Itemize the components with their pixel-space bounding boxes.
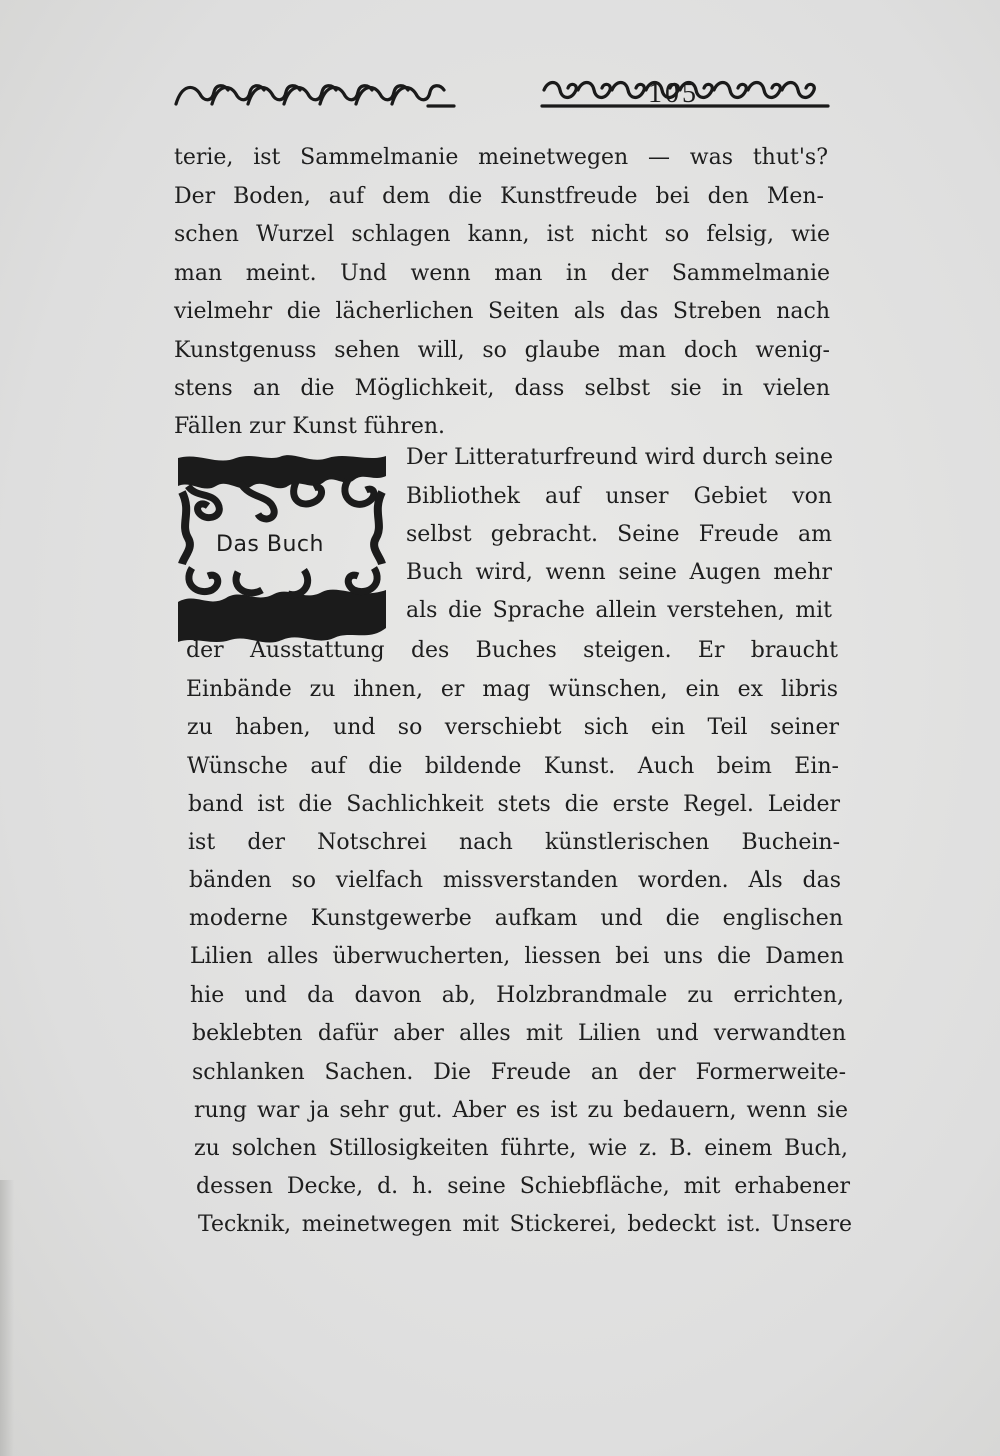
text-line: ist der Notschrei nach künstlerischen Buchein- xyxy=(188,830,840,855)
text-line: Kunstgenuss sehen will, so glaube man doch wenig- xyxy=(174,338,830,363)
right-ornament-border xyxy=(540,76,832,112)
text-line: Bibliothek auf unser Gebiet von xyxy=(406,484,832,509)
left-ornament-border xyxy=(172,76,458,112)
text-line: zu haben, und so verschiebt sich ein Teil seiner xyxy=(187,715,839,740)
text-line: rung war ja sehr gut. Aber es ist zu bedauern, wenn sie xyxy=(194,1098,848,1123)
text-line: band ist die Sachlichkeit stets die erste Regel. Leider xyxy=(188,792,840,817)
text-line: stens an die Möglichkeit, dass selbst sie in vielen xyxy=(174,376,830,401)
text-line: beklebten dafür aber alles mit Lilien und verwandten xyxy=(192,1021,846,1046)
text-line: zu solchen Stillosigkeiten führte, wie z. B. einem Buch, xyxy=(194,1136,848,1161)
text-line: Einbände zu ihnen, er mag wünschen, ein ex libris xyxy=(186,677,838,702)
text-line: Der Litteraturfreund wird durch seine xyxy=(406,445,834,470)
text-line: moderne Kunstgewerbe aufkam und die englischen xyxy=(189,906,843,931)
vignette-label: Das Buch xyxy=(216,532,324,557)
text-line: Tecknik, meinetwegen mit Stickerei, bedeckt ist. Unsere xyxy=(198,1212,852,1237)
text-line: Buch wird, wenn seine Augen mehr xyxy=(406,560,832,585)
text-line: terie, ist Sammelmanie meinetwegen — was thut's? xyxy=(174,145,828,170)
text-line: bänden so vielfach missverstanden worden. Als das xyxy=(189,868,841,893)
text-line: der Ausstattung des Buches steigen. Er braucht xyxy=(186,638,838,663)
text-line: Der Boden, auf dem die Kunstfreude bei den Men- xyxy=(174,184,824,209)
text-line: schlanken Sachen. Die Freude an der Formerweite- xyxy=(192,1060,846,1085)
text-line: als die Sprache allein verstehen, mit xyxy=(406,598,832,623)
text-line: hie und da davon ab, Holzbrandmale zu errichten, xyxy=(190,983,844,1008)
text-line: dessen Decke, d. h. seine Schiebfläche, mit erhabener xyxy=(196,1174,850,1199)
text-line: vielmehr die lächerlichen Seiten als das Streben nach xyxy=(174,299,830,324)
text-line: schen Wurzel schlagen kann, ist nicht so felsig, wie xyxy=(174,222,830,247)
page-edge-shadow xyxy=(0,1180,14,1456)
running-header xyxy=(172,76,832,116)
text-line: man meint. Und wenn man in der Sammelmanie xyxy=(174,261,830,286)
page-number: 105 xyxy=(648,78,699,109)
text-line: Fällen zur Kunst führen. xyxy=(174,414,446,439)
text-line: Lilien alles überwucherten, liessen bei uns die Damen xyxy=(190,944,844,969)
text-line: Wünsche auf die bildende Kunst. Auch beim Ein- xyxy=(187,754,839,779)
text-line: selbst gebracht. Seine Freude am xyxy=(406,522,832,547)
